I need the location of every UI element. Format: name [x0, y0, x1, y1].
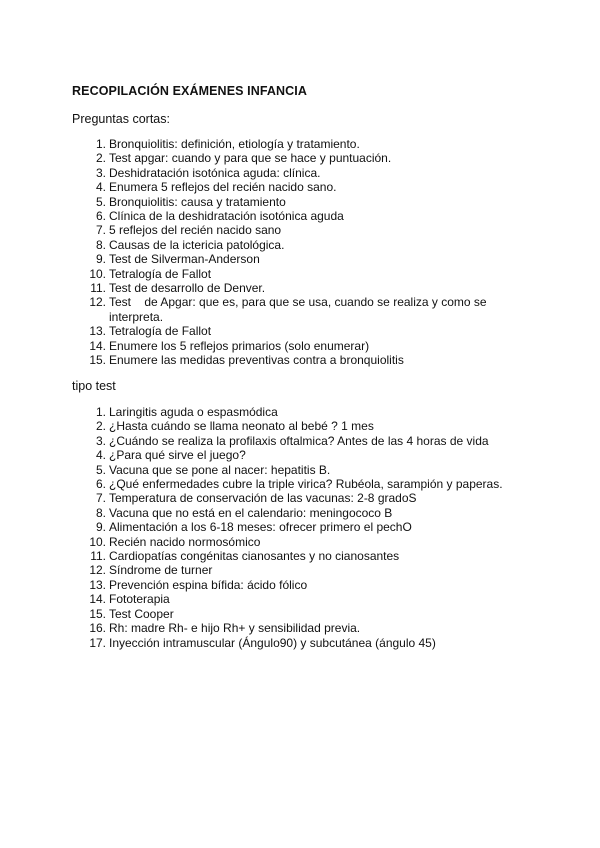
list-item-number: 6.: [95, 477, 106, 492]
list-item-text: Bronquiolitis: definición, etiología y tratamiento.: [109, 137, 360, 151]
list-item: [80, 324, 540, 338]
list-item-number: 11.: [90, 281, 106, 296]
list-item-text: Tetralogía de Fallot: [109, 324, 212, 339]
list-item-text: Inyección intramuscular (Ángulo90) y subcutánea (ángulo 45): [109, 635, 436, 650]
list-item: [80, 238, 540, 252]
list-item-text: Laringitis aguda o espasmódica: [109, 405, 278, 419]
list-item-number: 9.: [95, 252, 106, 267]
list-item-text: Vacuna que se pone al nacer: hepatitis B.: [109, 462, 331, 477]
list-item-text: Test apgar: cuando y para que se hace y puntuación.: [109, 151, 392, 166]
list-item: [80, 491, 540, 505]
list-item-number: 6.: [95, 209, 106, 224]
list-item-text: Fototerapia: [109, 592, 170, 607]
list-item: [80, 166, 540, 180]
list-item: [80, 463, 540, 477]
list-item-number: 10.: [89, 266, 106, 281]
list-item: [80, 281, 540, 295]
list-item-text: Tetralogía de Fallot: [109, 266, 212, 281]
list-item-number: 17.: [89, 635, 106, 650]
list-item-text: Síndrome de turner: [109, 563, 213, 578]
list-item: [80, 209, 540, 223]
list-item-number: 1.: [95, 137, 106, 151]
list-item-text: ¿Cuándo se realiza la profilaxis oftalmica? Antes de las 4 horas de vida: [109, 433, 489, 448]
list-item: [80, 252, 540, 266]
list-item-number: 3.: [95, 165, 106, 180]
list-item-text: Causas de la ictericia patológica.: [109, 237, 285, 252]
list-item-number: 11.: [90, 549, 106, 564]
list-item-text: Clínica de la deshidratación isotónica aguda: [109, 209, 344, 224]
list-item-text: Test de Apgar: que es, para que se usa, cuando se realiza y como se interpreta.: [109, 295, 490, 324]
list-item-number: 1.: [95, 405, 106, 419]
list-item-text: Temperatura de conservación de las vacunas: 2-8 gradoS: [109, 491, 417, 506]
list-item-text: Deshidratación isotónica aguda: clínica.: [109, 165, 321, 180]
list-item: [80, 592, 540, 606]
list-item-text: Test Cooper: [109, 606, 174, 621]
list-item: [80, 607, 540, 621]
list-item: [80, 223, 540, 237]
list-item-number: 4.: [95, 448, 106, 463]
list-item-text: Rh: madre Rh- e hijo Rh+ y sensibilidad previa.: [109, 621, 361, 636]
list-item-text: Enumera 5 reflejos del recién nacido sano.: [109, 180, 337, 195]
list-item: [80, 506, 540, 520]
list-item-text: Prevención espina bífida: ácido fólico: [109, 577, 308, 592]
list-item-number: 16.: [89, 621, 106, 636]
list-item: [80, 636, 540, 650]
list-item-text: 5 reflejos del recién nacido sano: [109, 223, 282, 238]
list-item: [80, 535, 540, 549]
list-item-number: 12.: [89, 563, 106, 578]
list-item: [80, 267, 540, 281]
list-item-number: 13.: [89, 577, 106, 592]
list-item-number: 2.: [95, 419, 106, 434]
list-item: [80, 195, 540, 209]
list-item-number: 5.: [95, 462, 106, 477]
short-questions-list: [80, 137, 540, 368]
list-item-number: 2.: [95, 151, 106, 166]
list-item-number: 8.: [95, 505, 106, 520]
list-item: [80, 419, 540, 433]
list-item: [80, 621, 540, 635]
list-item-text: Vacuna que no está en el calendario: meningococo B: [109, 505, 393, 520]
list-item: [80, 549, 540, 563]
list-item-number: 14.: [89, 338, 106, 353]
list-item-number: 3.: [95, 433, 106, 448]
list-item-text: Cardiopatías congénitas cianosantes y no cianosantes: [109, 549, 400, 564]
list-item-number: 10.: [89, 534, 106, 549]
list-item-text: ¿Hasta cuándo se llama neonato al bebé ? 1 mes: [109, 419, 374, 434]
list-item-number: 14.: [89, 592, 106, 607]
list-item-number: 15.: [89, 353, 106, 368]
list-item-number: 5.: [95, 194, 106, 209]
list-item-number: 13.: [89, 324, 106, 339]
list-item-text: Test de desarrollo de Denver.: [109, 281, 266, 296]
list-item-text: Enumere los 5 reflejos primarios (solo enumerar): [109, 338, 370, 353]
list-item: [80, 563, 540, 577]
list-item: [80, 448, 540, 462]
section-label-test: tipo test: [72, 379, 116, 393]
list-item: [80, 434, 540, 448]
list-item: [80, 151, 540, 165]
list-item-text: ¿Para qué sirve el juego?: [109, 448, 246, 463]
list-item-number: 15.: [89, 606, 106, 621]
list-item-number: 9.: [95, 520, 106, 535]
list-item: [80, 520, 540, 534]
list-item-text: Alimentación a los 6-18 meses: ofrecer primero el pechO: [109, 520, 412, 535]
list-item-text: Enumere las medidas preventivas contra a bronquiolitis: [109, 353, 404, 368]
list-item-text: ¿Qué enfermedades cubre la triple virica? Rubéola, sarampión y paperas.: [109, 477, 503, 492]
page-title: RECOPILACIÓN EXÁMENES INFANCIA: [72, 84, 307, 98]
list-item-number: 7.: [95, 223, 106, 238]
list-item-number: 7.: [95, 491, 106, 506]
list-item-number: 4.: [95, 180, 106, 195]
list-item: [80, 339, 540, 353]
list-item: [80, 578, 540, 592]
list-item-number: 8.: [95, 237, 106, 252]
list-item: [80, 477, 540, 491]
list-item-number: 12.: [89, 295, 106, 310]
list-item-text: Recién nacido normosómico: [109, 534, 261, 549]
list-item: [80, 180, 540, 194]
list-item: [80, 353, 540, 367]
list-item: [80, 137, 540, 151]
list-item: [80, 295, 540, 324]
list-item-text: Bronquiolitis: causa y tratamiento: [109, 194, 286, 209]
list-item: [80, 405, 540, 419]
test-questions-list: [80, 405, 540, 650]
section-label-short-questions: Preguntas cortas:: [72, 112, 170, 126]
list-item-text: Test de Silverman-Anderson: [109, 252, 260, 267]
